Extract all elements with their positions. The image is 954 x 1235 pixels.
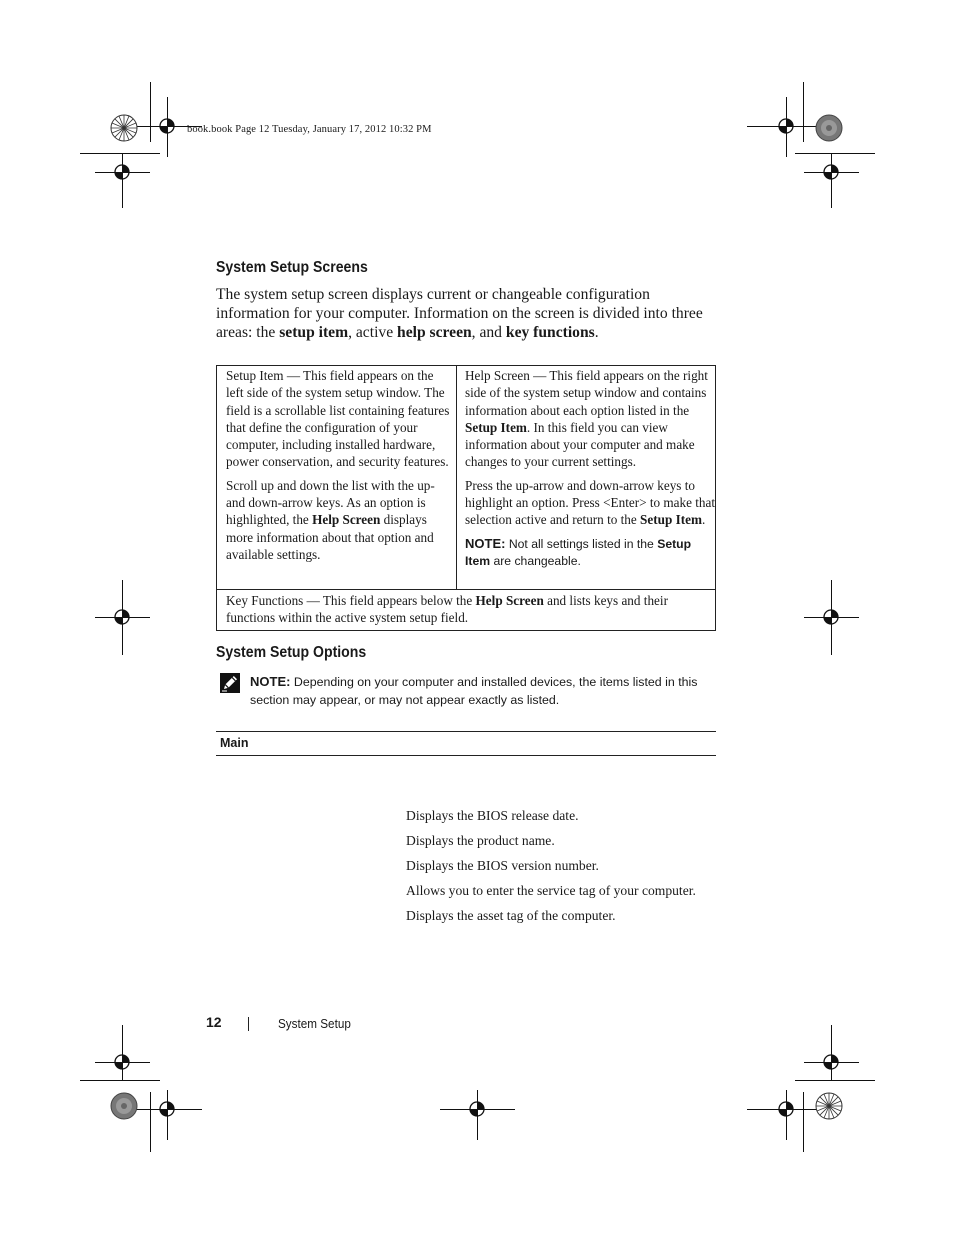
- page-number: 12: [206, 1014, 222, 1030]
- cell-title: Key Functions: [226, 593, 304, 608]
- table-cell-key-functions: Key Functions — This field appears below the Help Screen and lists keys and their functions within the active system setup field.: [226, 593, 668, 626]
- list-item: Displays the BIOS version number.: [406, 858, 599, 873]
- cell-title: Help Screen: [465, 368, 530, 383]
- registration-target-icon: [771, 111, 801, 141]
- term-key-functions: key functions: [505, 324, 595, 341]
- section-heading-system-setup-options: System Setup Options: [216, 644, 367, 661]
- table-cell-setup-item: Setup Item — This field appears on the left side of the system setup window. The field is a scrollable list containing features that define the configuration of your computer, including installed hardware, power conservation, and security features. Scroll up and down the list with the up- and down-arrow keys. As an option is highlighted, the Help Screen displays more information about that option and available settings.: [226, 368, 450, 562]
- calibration-gray-dial-icon: [815, 114, 843, 142]
- main-table-title: Main: [220, 736, 249, 750]
- calibration-starburst-icon: [110, 114, 138, 142]
- registration-target-icon: [816, 1047, 846, 1077]
- table-cell-help-screen: Help Screen — This field appears on the right side of the system setup window and contains information about each option listed in the Setup Item. In this field you can view information about your computer and make changes to your current settings. Press the up-arrow and down-arrow keys to highlight an option. Press <Enter> to make that selection active and return to the Setup Item. NOTE: Not all settings listed in the Setup Item are changeable.: [465, 368, 716, 568]
- registration-target-icon: [816, 602, 846, 632]
- note-label: NOTE:: [250, 674, 291, 689]
- list-item: Allows you to enter the service tag of your computer.: [406, 883, 696, 898]
- term-help-screen: help screen: [397, 324, 472, 341]
- registration-target-icon: [462, 1094, 492, 1124]
- intro-paragraph: The system setup screen displays current or changeable configuration information for your computer. Information on the screen is divided into three areas: the setup item, active help screen, and key functions.: [216, 286, 703, 341]
- registration-target-icon: [107, 1047, 137, 1077]
- registration-target-icon: [107, 157, 137, 187]
- footer-chapter-title: System Setup: [278, 1016, 351, 1031]
- setup-screen-areas-table: [216, 365, 716, 631]
- footer-divider: [248, 1017, 249, 1031]
- section-heading-system-setup-screens: System Setup Screens: [216, 259, 368, 276]
- calibration-gray-dial-icon: [110, 1092, 138, 1120]
- main-options-list: [406, 806, 726, 931]
- inline-note: NOTE: Not all settings listed in the Setup Item are changeable.: [465, 535, 692, 568]
- term-setup-item: setup item: [279, 324, 349, 341]
- main-table-header: [216, 731, 716, 756]
- list-item: Displays the BIOS release date.: [406, 808, 579, 823]
- list-item: Displays the product name.: [406, 833, 555, 848]
- pencil-note-icon: [219, 672, 241, 694]
- registration-target-icon: [816, 157, 846, 187]
- calibration-starburst-icon: [815, 1092, 843, 1120]
- cell-title: Setup Item: [226, 368, 284, 383]
- registration-target-icon: [771, 1094, 801, 1124]
- print-header: book.book Page 12 Tuesday, January 17, 2012 10:32 PM: [187, 124, 432, 135]
- registration-target-icon: [152, 1094, 182, 1124]
- registration-target-icon: [152, 111, 182, 141]
- registration-target-icon: [107, 602, 137, 632]
- list-item: Displays the asset tag of the computer.: [406, 908, 616, 923]
- options-note: NOTE: Depending on your computer and installed devices, the items listed in this section may appear, or may not appear exactly as listed.: [250, 674, 698, 707]
